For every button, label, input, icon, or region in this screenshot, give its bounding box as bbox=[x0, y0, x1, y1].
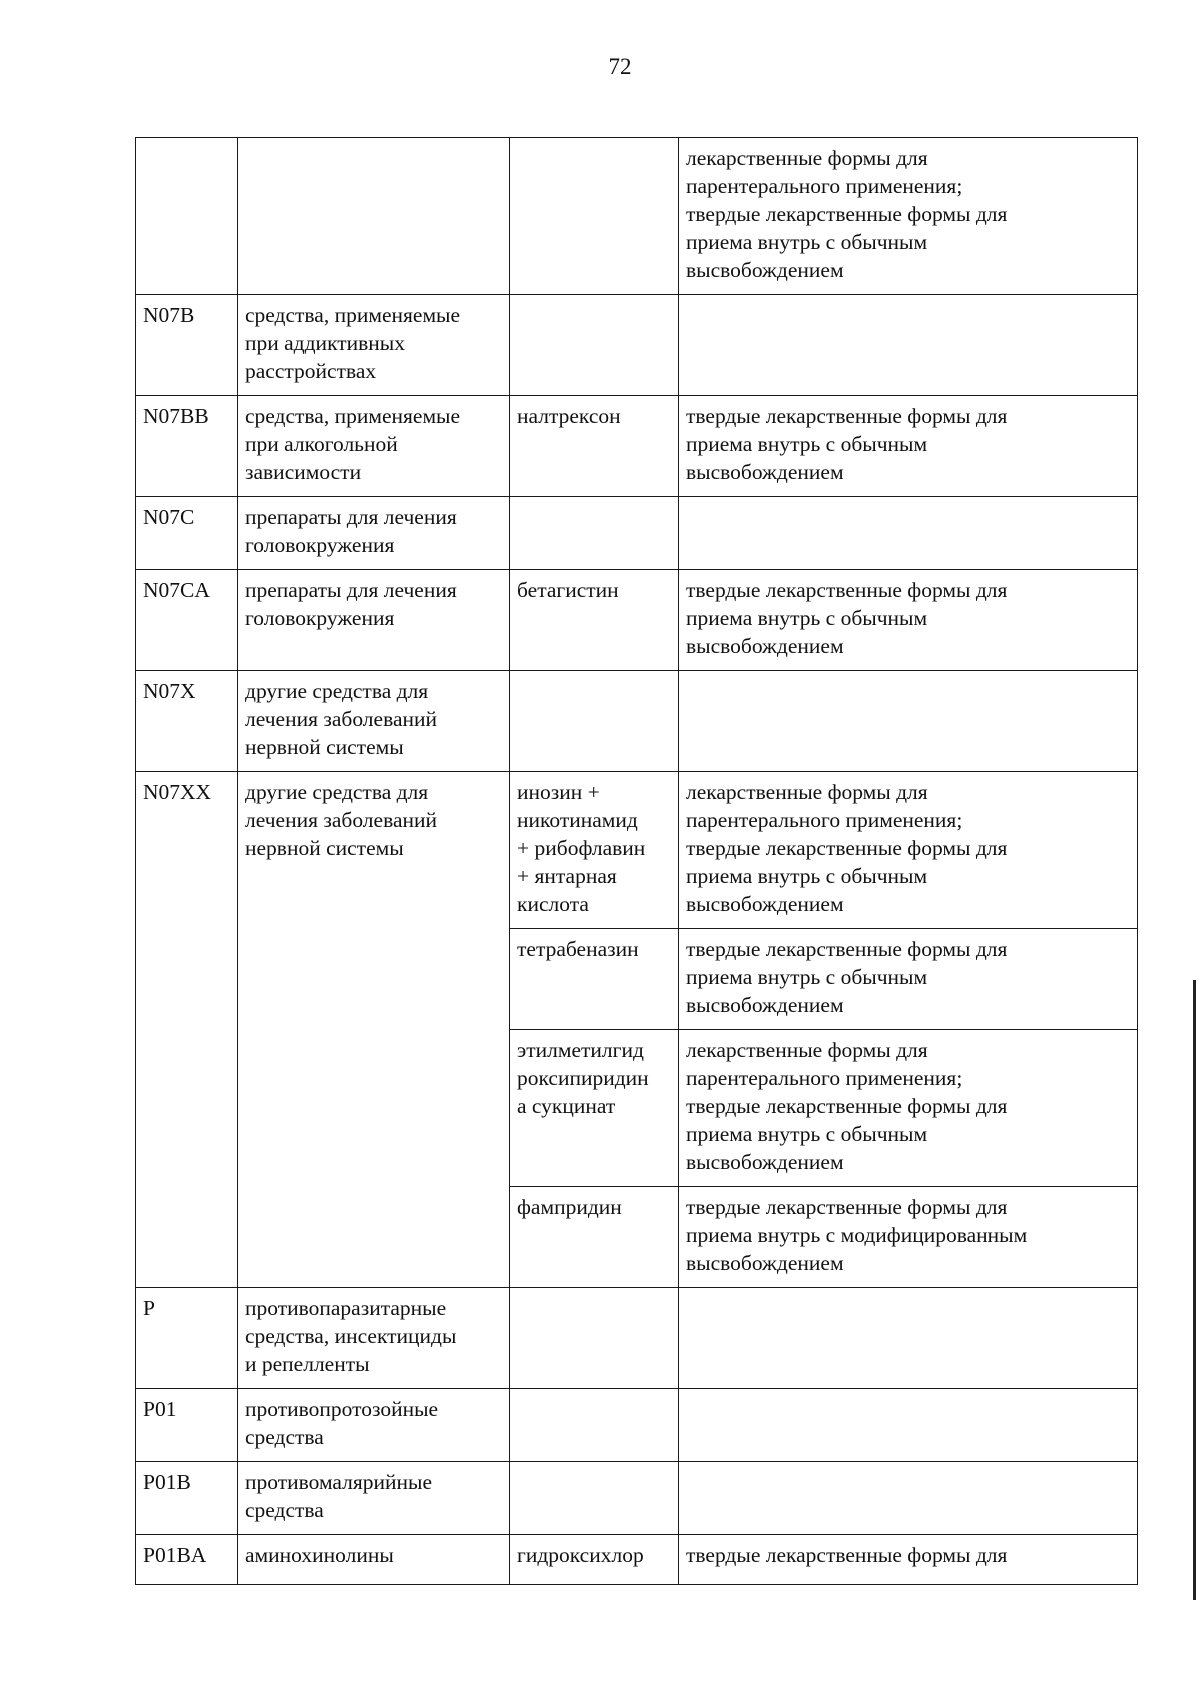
form-cell bbox=[679, 1187, 1138, 1288]
drug-cell bbox=[510, 138, 679, 295]
drug-name: гидроксихлор bbox=[517, 1543, 644, 1567]
drug-cell bbox=[510, 1187, 679, 1288]
table-row bbox=[136, 1288, 1138, 1389]
group-cell bbox=[238, 396, 510, 497]
atc-code-cell bbox=[136, 497, 238, 570]
atc-code-cell bbox=[136, 1288, 238, 1389]
group-name: другие средства для лечения заболеваний нервной системы bbox=[245, 679, 438, 759]
form-cell bbox=[679, 1462, 1138, 1535]
drug-name: тетрабеназин bbox=[517, 937, 639, 961]
table-row bbox=[136, 671, 1138, 772]
drug-cell bbox=[510, 671, 679, 772]
group-name: средства, применяемые при аддиктивных расстройствах bbox=[245, 303, 461, 383]
drug-cell bbox=[510, 1288, 679, 1389]
page-number: 72 bbox=[608, 54, 632, 79]
form-cell bbox=[679, 772, 1138, 929]
atc-code: N07X bbox=[143, 679, 196, 703]
group-cell bbox=[238, 570, 510, 671]
atc-code-cell bbox=[136, 570, 238, 671]
dosage-form: лекарственные формы для парентерального применения; твердые лекарственные формы для приема внутрь с обычным высвобождением bbox=[686, 1038, 1008, 1174]
table-row bbox=[136, 295, 1138, 396]
atc-code: N07CA bbox=[143, 578, 210, 602]
group-name: противопаразитарные средства, инсектициды и репелленты bbox=[245, 1296, 457, 1376]
table-row bbox=[136, 1462, 1138, 1535]
drug-cell bbox=[510, 772, 679, 929]
table-row bbox=[136, 396, 1138, 497]
dosage-form: лекарственные формы для парентерального применения; твердые лекарственные формы для приема внутрь с обычным высвобождением bbox=[686, 146, 1008, 282]
drug-cell bbox=[510, 570, 679, 671]
dosage-form: твердые лекарственные формы для приема внутрь с обычным высвобождением bbox=[686, 937, 1008, 1017]
group-cell bbox=[238, 1535, 510, 1585]
group-cell bbox=[238, 1462, 510, 1535]
dosage-form: твердые лекарственные формы для приема внутрь с обычным высвобождением bbox=[686, 578, 1008, 658]
drug-cell bbox=[510, 1535, 679, 1585]
table-row bbox=[136, 138, 1138, 295]
scan-edge-line bbox=[1193, 980, 1196, 1600]
atc-code-cell bbox=[136, 1389, 238, 1462]
atc-code-cell bbox=[136, 396, 238, 497]
atc-code: P01B bbox=[143, 1470, 191, 1494]
atc-code-cell bbox=[136, 1535, 238, 1585]
group-cell bbox=[238, 295, 510, 396]
drug-name: бетагистин bbox=[517, 578, 619, 602]
group-cell bbox=[238, 1288, 510, 1389]
group-cell bbox=[238, 138, 510, 295]
atc-code-cell bbox=[136, 295, 238, 396]
form-cell bbox=[679, 929, 1138, 1030]
table-row bbox=[136, 497, 1138, 570]
form-cell bbox=[679, 1288, 1138, 1389]
dosage-form: твердые лекарственные формы для приема внутрь с обычным высвобождением bbox=[686, 404, 1008, 484]
drug-name: фампридин bbox=[517, 1195, 622, 1219]
table-row bbox=[136, 772, 1138, 929]
form-cell bbox=[679, 138, 1138, 295]
group-name: препараты для лечения головокружения bbox=[245, 505, 457, 557]
atc-code-cell bbox=[136, 671, 238, 772]
group-name: препараты для лечения головокружения bbox=[245, 578, 457, 630]
group-cell bbox=[238, 1389, 510, 1462]
atc-code: N07BB bbox=[143, 404, 209, 428]
drug-cell bbox=[510, 497, 679, 570]
dosage-form: твердые лекарственные формы для приема внутрь с модифицированным высвобождением bbox=[686, 1195, 1028, 1275]
table-row bbox=[136, 1535, 1138, 1585]
dosage-form: твердые лекарственные формы для bbox=[686, 1543, 1008, 1567]
atc-code: P bbox=[143, 1296, 155, 1320]
atc-code-cell bbox=[136, 138, 238, 295]
atc-code: N07B bbox=[143, 303, 195, 327]
atc-code: N07XX bbox=[143, 780, 212, 804]
form-cell bbox=[679, 1535, 1138, 1585]
dosage-form: лекарственные формы для парентерального применения; твердые лекарственные формы для приема внутрь с обычным высвобождением bbox=[686, 780, 1008, 916]
group-name: другие средства для лечения заболеваний нервной системы bbox=[245, 780, 438, 860]
form-cell bbox=[679, 1389, 1138, 1462]
form-cell bbox=[679, 497, 1138, 570]
group-name: противопротозойные средства bbox=[245, 1397, 439, 1449]
atc-code: N07C bbox=[143, 505, 195, 529]
drug-cell bbox=[510, 295, 679, 396]
atc-code-cell bbox=[136, 772, 238, 1288]
drug-table bbox=[135, 137, 1138, 1585]
group-name: противомалярийные средства bbox=[245, 1470, 433, 1522]
drug-cell bbox=[510, 1030, 679, 1187]
form-cell bbox=[679, 1030, 1138, 1187]
form-cell bbox=[679, 295, 1138, 396]
drug-cell bbox=[510, 1389, 679, 1462]
drug-cell bbox=[510, 1462, 679, 1535]
group-cell bbox=[238, 497, 510, 570]
atc-code: P01 bbox=[143, 1397, 177, 1421]
drug-name: этилметилгид роксипиридин а сукцинат bbox=[517, 1038, 649, 1118]
drug-cell bbox=[510, 396, 679, 497]
drug-name: налтрексон bbox=[517, 404, 621, 428]
drug-cell bbox=[510, 929, 679, 1030]
group-name: средства, применяемые при алкогольной зависимости bbox=[245, 404, 461, 484]
group-cell bbox=[238, 671, 510, 772]
group-cell bbox=[238, 772, 510, 1288]
form-cell bbox=[679, 570, 1138, 671]
form-cell bbox=[679, 396, 1138, 497]
table-row bbox=[136, 1389, 1138, 1462]
drug-name: инозин + никотинамид + рибофлавин + янтарная кислота bbox=[517, 780, 646, 916]
group-name: аминохинолины bbox=[245, 1543, 394, 1567]
atc-code: P01BA bbox=[143, 1543, 207, 1567]
form-cell bbox=[679, 671, 1138, 772]
atc-code-cell bbox=[136, 1462, 238, 1535]
table-row bbox=[136, 570, 1138, 671]
